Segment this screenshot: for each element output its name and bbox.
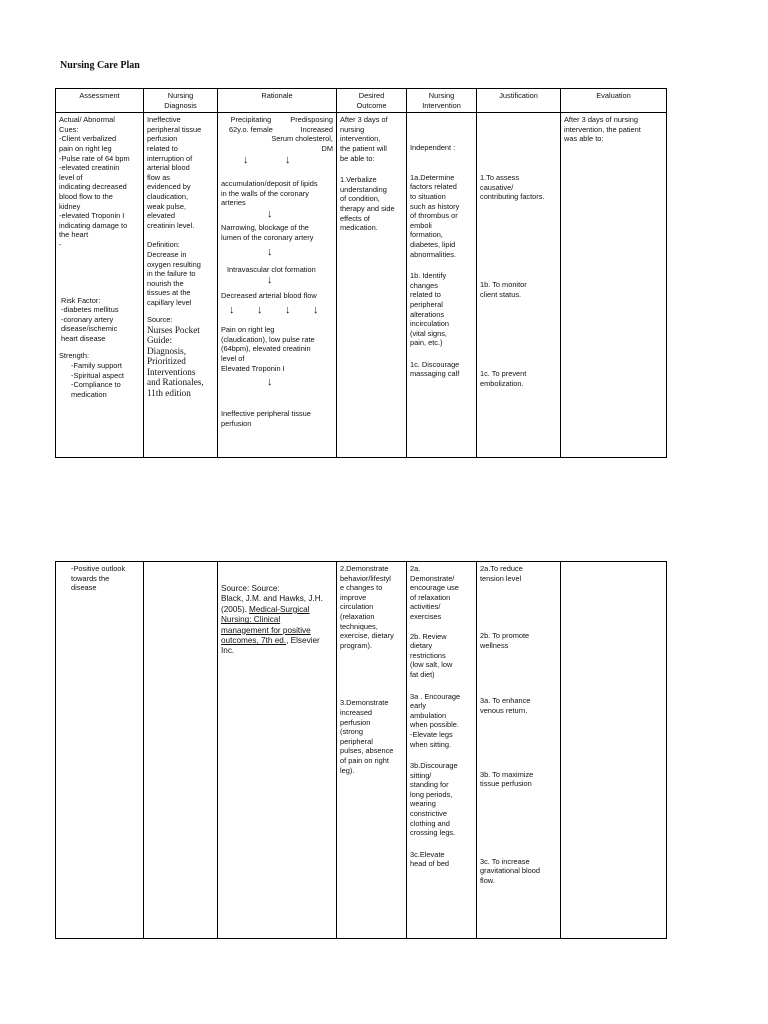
rationale-step-symptoms: Pain on right leg (claudication), low pulse rate (64bpm), elevated creatinin level of Elevated Troponin I bbox=[221, 325, 315, 373]
rationale-predisposing: Predisposing Increased Serum cholesterol, DM bbox=[271, 115, 333, 153]
rationale-flowchart bbox=[221, 115, 333, 455]
arrow-down-icon: ↓ bbox=[267, 376, 273, 389]
strength-item: -Compliance to medication bbox=[71, 380, 121, 399]
evaluation-text: After 3 days of nursing intervention, the patient was able to: bbox=[564, 115, 641, 144]
rationale-publisher: , Elsevier Inc. bbox=[221, 636, 320, 656]
intervention-2b: 2b. Review dietary restrictions (low salt, low fat diet) bbox=[410, 631, 453, 679]
header-evaluation: Evaluation bbox=[561, 89, 667, 113]
intervention-1b: 1b. Identify changes related to peripheral alterations incirculation (vital signs, pain, etc.) bbox=[410, 271, 450, 348]
rationale-step-diagnosis: Ineffective peripheral tissue perfusion bbox=[221, 409, 311, 428]
justification-1b: 1b. To monitor client status. bbox=[480, 279, 527, 299]
intervention-cell bbox=[407, 113, 477, 458]
arrow-down-icon: ↓ bbox=[243, 154, 249, 167]
justification-3c: 3c. To increase gravitational blood flow. bbox=[480, 856, 540, 885]
rationale-step-lipid-deposit: accumulation/deposit of lipids in the walls of the coronary arteries bbox=[221, 179, 318, 208]
assessment-risk-factor: Risk Factor: -diabetes mellitus -coronary artery disease/ischemic heart disease bbox=[61, 295, 119, 343]
header-justification: Justification bbox=[477, 89, 561, 113]
assessment-positive-outlook: -Positive outlook towards the disease bbox=[71, 564, 126, 593]
outcome-2: 2.Demonstrate behavior/lifestyl e changes to improve circulation (relaxation techniques, exercise, dietary program). bbox=[340, 564, 394, 650]
rationale-book-title: Medical-Surgical Nursing: Clinical management for positive outcomes, 7th ed. bbox=[221, 604, 311, 646]
arrow-down-icon: ↓ bbox=[285, 304, 291, 317]
outcome-1: 1.Verbalize understanding of condition, therapy and side effects of medication. bbox=[340, 175, 395, 233]
intervention-1a: 1a.Determine factors related to situation such as history of thrombus or emboli formation, diabetes, lipid abnormalities. bbox=[410, 172, 460, 259]
justification-2a: 2a.To reduce tension level bbox=[480, 564, 523, 583]
justification-1c: 1c. To prevent embolization. bbox=[480, 369, 527, 388]
outcome-cell-continued bbox=[337, 562, 407, 939]
intervention-3a: 3a . Encourage early ambulation when possible. -Elevate legs when sitting. bbox=[410, 691, 461, 749]
care-plan-table-page2 bbox=[55, 561, 667, 939]
diagnosis-source: Nurses Pocket Guide: Diagnosis, Prioritized Interventions and Rationales, 11th edition bbox=[147, 325, 204, 398]
arrow-down-icon: ↓ bbox=[313, 304, 319, 317]
header-nursing-intervention: Nursing Intervention bbox=[407, 89, 477, 113]
rationale-step-narrowing: Narrowing, blockage of the lumen of the coronary artery bbox=[221, 223, 314, 242]
rationale-step-decreased-flow: Decreased arterial blood flow bbox=[221, 291, 317, 301]
header-assessment: Assessment bbox=[56, 89, 144, 113]
rationale-cell bbox=[218, 113, 337, 458]
document-title: Nursing Care Plan bbox=[60, 60, 140, 71]
rationale-citation: Black, J.M. and Hawks, J.H. (2005). bbox=[221, 594, 323, 614]
intervention-2a: 2a. Demonstrate/ encourage use of relaxation activities/ exercises bbox=[410, 564, 459, 621]
assessment-cell bbox=[56, 113, 144, 458]
outcome-cell bbox=[337, 113, 407, 458]
rationale-step-clot: Intravascular clot formation bbox=[227, 265, 316, 275]
arrow-down-icon: ↓ bbox=[257, 304, 263, 317]
strength-item: -Spiritual aspect bbox=[71, 370, 124, 380]
intervention-3b: 3b.Discourage sitting/ standing for long periods, wearing constrictive clothing and crossing legs. bbox=[410, 761, 458, 838]
assessment-strength-label: Strength: bbox=[59, 351, 89, 361]
diagnosis-definition: Definition: Decrease in oxygen resulting in the failure to nourish the tissues at the capillary level bbox=[147, 240, 201, 307]
rationale-source-line: Source: Source: bbox=[221, 584, 280, 593]
diagnosis-cell bbox=[144, 113, 218, 458]
justification-3b: 3b. To maximize tissue perfusion bbox=[480, 769, 534, 789]
arrow-down-icon: ↓ bbox=[267, 274, 273, 287]
evaluation-cell bbox=[561, 113, 667, 458]
arrow-down-icon: ↓ bbox=[285, 154, 291, 167]
diagnosis-cell-continued bbox=[144, 562, 218, 939]
justification-1: 1.To assess causative/ contributing factors. bbox=[480, 173, 545, 202]
strength-item: -Family support bbox=[71, 361, 122, 371]
rationale-precipitating: Precipitating 62y.o. female bbox=[229, 115, 273, 134]
diagnosis-text: Ineffective peripheral tissue perfusion related to interruption of arterial blood flow as evidenced by claudication, weak pulse, elevated creatinin level. bbox=[147, 115, 202, 230]
header-nursing-diagnosis: Nursing Diagnosis bbox=[144, 89, 218, 113]
arrow-down-icon: ↓ bbox=[229, 304, 235, 317]
intervention-3c: 3c.Elevate head of bed bbox=[410, 849, 450, 869]
assessment-cues: Actual/ Abnormal Cues: -Client verbalized pain on right leg -Pulse rate of 64 bpm -elevated creatinin level of indicating decreased blood flow to the kidney -elevated Troponin I indicating damage to the heart - bbox=[59, 115, 130, 249]
rationale-cell-continued bbox=[218, 562, 337, 939]
diagnosis-source-label: Source: bbox=[147, 315, 173, 325]
justification-cell bbox=[477, 113, 561, 458]
arrow-down-icon: ↓ bbox=[267, 246, 273, 259]
assessment-cell-continued bbox=[56, 562, 144, 939]
justification-cell-continued bbox=[477, 562, 561, 939]
justification-2b: 2b. To promote wellness bbox=[480, 631, 530, 650]
justification-3a: 3a. To enhance venous return. bbox=[480, 696, 531, 715]
outcome-3: 3.Demonstrate increased perfusion (strong peripheral pulses, absence of pain on right leg). bbox=[340, 698, 394, 775]
evaluation-cell-continued bbox=[561, 562, 667, 939]
intervention-independent-label: Independent : bbox=[410, 143, 456, 153]
arrow-down-icon: ↓ bbox=[267, 208, 273, 221]
header-rationale: Rationale bbox=[218, 89, 337, 113]
header-desired-outcome: Desired Outcome bbox=[337, 89, 407, 113]
intervention-1c: 1c. Discourage massaging calf bbox=[410, 359, 460, 379]
intervention-cell-continued bbox=[407, 562, 477, 939]
care-plan-table-page1 bbox=[55, 88, 667, 458]
outcome-intro: After 3 days of nursing intervention, the patient will be able to: bbox=[340, 115, 388, 163]
